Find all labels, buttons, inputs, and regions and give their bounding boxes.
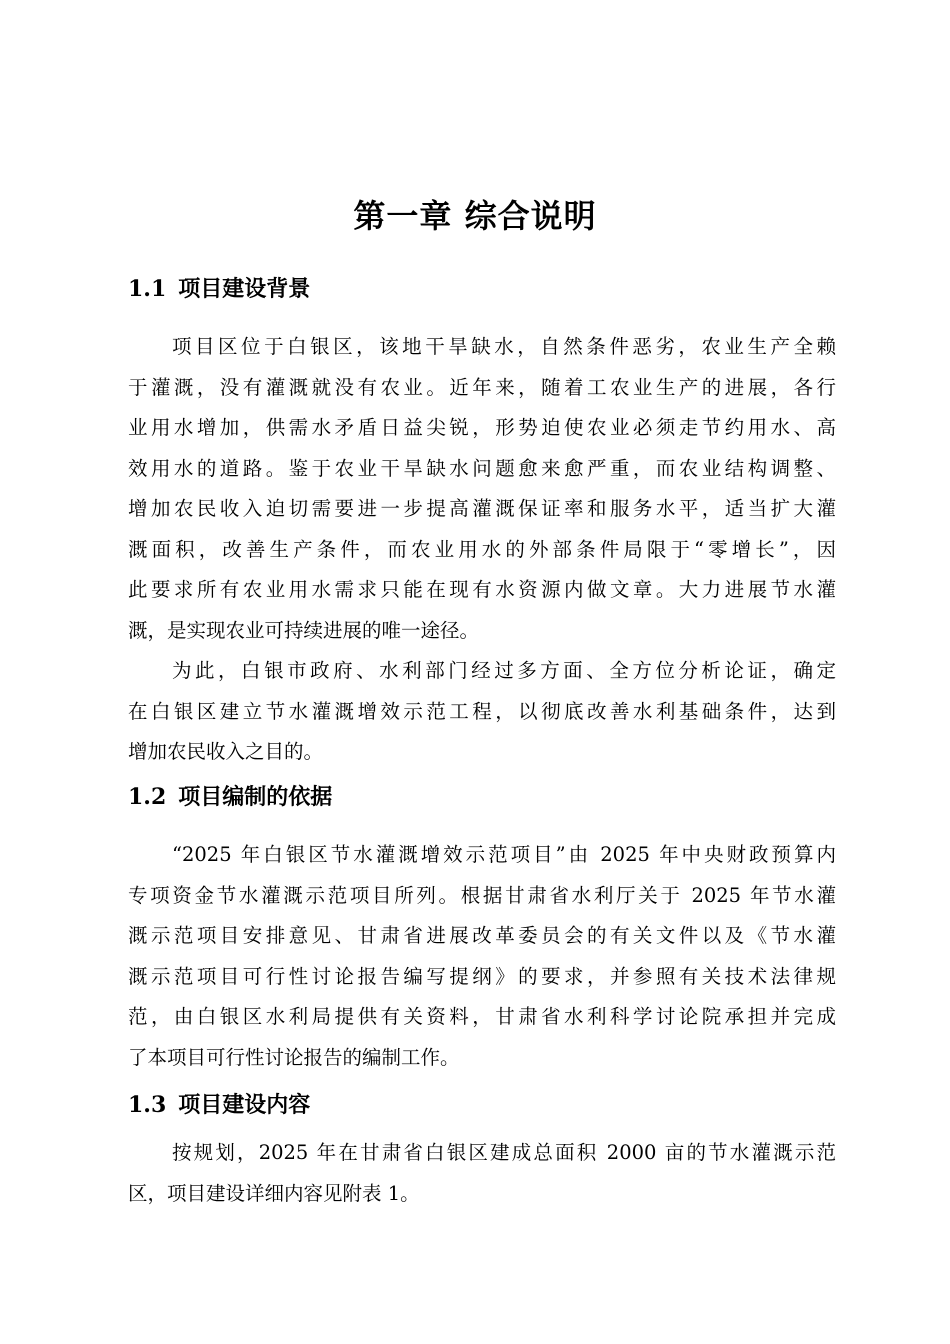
paragraph-line: “2025 年白银区节水灌溉增效示范项目”由 2025 年中央财政预算内	[172, 843, 836, 866]
section-heading-1-3	[128, 1090, 310, 1120]
paragraph-line: 为此，白银市政府、水利部门经过多方面、全方位分析论证，确定	[172, 659, 836, 682]
paragraph-line: 业用水增加，供需水矛盾日益尖锐，形势迫使农业必须走节约用水、高	[128, 416, 836, 439]
paragraph-line: 专项资金节水灌溉示范项目所列。根据甘肃省水利厅关于 2025 年节水灌	[128, 883, 836, 907]
paragraph-line: 项目区位于白银区，该地干旱缺水，自然条件恶劣，农业生产全赖	[172, 335, 836, 358]
paragraph-line: 溉示范项目安排意见、甘肃省进展改革委员会的有关文件以及《节水灌	[128, 924, 836, 947]
section-heading-1-2	[128, 782, 332, 812]
section-title: 项目建设内容	[178, 1092, 311, 1118]
section-title: 项目编制的依据	[178, 784, 333, 810]
paragraph-content	[128, 1133, 836, 1214]
section-heading-1-1	[128, 274, 310, 304]
paragraph-background-1	[128, 327, 836, 651]
paragraph-line: 溉面积，改善生产条件，而农业用水的外部条件局限于“零增长”，因	[128, 537, 836, 561]
paragraph-line: 范，由白银区水利局提供有关资料，甘肃省水利科学讨论院承担并完成	[128, 1005, 836, 1028]
section-number: 1.3	[128, 1092, 167, 1118]
paragraph-line: 于灌溉，没有灌溉就没有农业。近年来，随着工农业生产的进展，各行	[128, 375, 836, 399]
section-number: 1.2	[128, 784, 167, 810]
paragraph-background-2	[128, 651, 836, 773]
paragraph-line: 在白银区建立节水灌溉增效示范工程，以彻底改善水利基础条件，达到	[128, 699, 836, 723]
paragraph-line: 效用水的道路。鉴于农业干旱缺水问题愈来愈严重，而农业结构调整、	[128, 456, 836, 480]
paragraph-line: 增加农民收入迫切需要进一步提高灌溉保证率和服务水平，适当扩大灌	[128, 497, 836, 520]
paragraph-line: 溉示范项目可行性讨论报告编写提纲》的要求，并参照有关技术法律规	[128, 964, 836, 988]
section-number: 1.1	[128, 276, 167, 302]
paragraph-line: 增加农民收入之目的。	[128, 740, 324, 763]
paragraph-line: 了本项目可行性讨论报告的编制工作。	[128, 1045, 460, 1069]
chapter-title: 第一章 综合说明	[353, 197, 597, 235]
paragraph-line: 按规划，2025 年在甘肃省白银区建成总面积 2000 亩的节水灌溉示范	[172, 1141, 836, 1164]
paragraph-line: 区，项目建设详细内容见附表 1。	[128, 1181, 420, 1205]
paragraph-line: 此要求所有农业用水需求只能在现有水资源内做文章。大力进展节水灌	[128, 578, 836, 601]
section-title: 项目建设背景	[178, 276, 311, 302]
paragraph-line: 溉，是实现农业可持续进展的唯一途径。	[128, 618, 480, 642]
paragraph-basis	[128, 835, 836, 1078]
